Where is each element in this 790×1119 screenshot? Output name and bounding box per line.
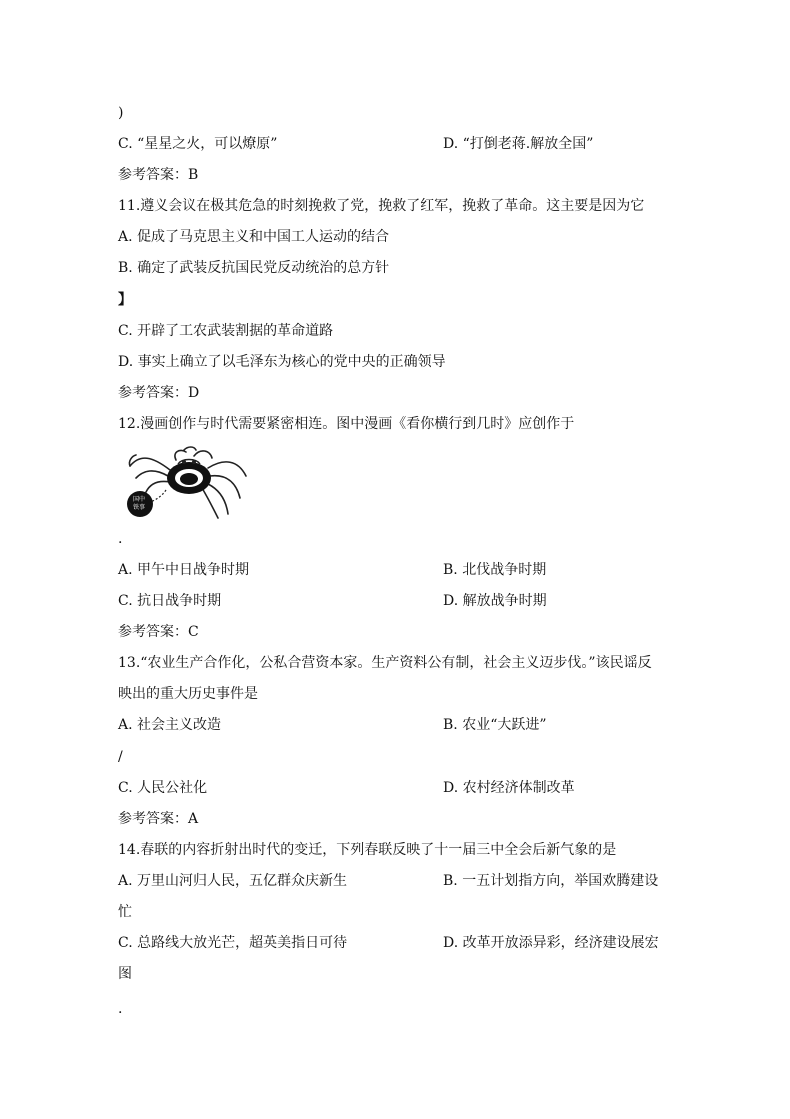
text-line: .: [118, 531, 123, 547]
question-13: 13.“农业生产合作化，公私合营资本家。生产资料公有制，社会主义迈步伐。”该民谣反: [118, 655, 652, 671]
option-b-q11: B. 确定了武装反抗国民党反动统治的总方针: [118, 260, 390, 276]
option-d-q12: D. 解放战争时期: [443, 593, 547, 609]
option-d-q14-cont: 图: [118, 966, 132, 982]
question-12: 12.漫画创作与时代需要紧密相连。图中漫画《看你横行到几时》应创作于: [118, 416, 575, 432]
option-a-q11: A. 促成了马克思主义和中国工人运动的结合: [118, 229, 390, 245]
question-11: 11.遵义会议在极其危急的时刻挽救了党，挽救了红军，挽救了革命。这主要是因为它: [118, 198, 645, 214]
answer-q12: 参考答案：C: [118, 624, 199, 640]
option-c-q12: C. 抗日战争时期: [118, 593, 222, 609]
option-b-q14: B. 一五计划指方向，举国欢腾建设: [443, 873, 659, 889]
answer-q11: 参考答案：D: [118, 385, 200, 401]
text-line: .: [118, 1001, 123, 1017]
question-14: 14.春联的内容折射出时代的变迁，下列春联反映了十一届三中全会后新气象的是: [118, 842, 617, 858]
svg-text:国中: 国中: [133, 496, 146, 503]
option-a-q14: A. 万里山河归人民，五亿群众庆新生: [118, 873, 348, 889]
option-b-q12: B. 北伐战争时期: [443, 562, 547, 578]
answer-q13: 参考答案：A: [118, 811, 199, 827]
option-d-q14: D. 改革开放添异彩，经济建设展宏: [443, 935, 659, 951]
option-a-q13: A. 社会主义改造: [118, 717, 222, 733]
option-c-q14: C. 总路线大放光芒，超英美指日可待: [118, 935, 348, 951]
question-13-cont: 映出的重大历史事件是: [118, 686, 258, 702]
option-a-q12: A. 甲午中日战争时期: [118, 562, 250, 578]
option-b-q14-cont: 忙: [118, 904, 132, 920]
crab-cartoon-icon: [122, 446, 256, 520]
text-line: ): [118, 105, 124, 121]
option-d-q13: D. 农村经济体制改革: [443, 780, 575, 796]
option-c-q11: C. 开辟了工农武装割据的革命道路: [118, 323, 334, 339]
option-b-q13: B. 农业“大跃进”: [443, 717, 547, 733]
bracket-mark: 】: [118, 292, 132, 308]
option-d-q10: D. “打倒老蒋.解放全国”: [443, 136, 594, 152]
option-d-q11: D. 事实上确立了以毛泽东为核心的党中央的正确领导: [118, 354, 446, 370]
option-c-q13: C. 人民公社化: [118, 780, 208, 796]
answer-q10: 参考答案：B: [118, 167, 199, 183]
option-c-q10: C. “星星之火，可以燎原”: [118, 136, 278, 152]
text-line: /: [118, 749, 123, 765]
svg-text:铁事: 铁事: [133, 504, 146, 511]
